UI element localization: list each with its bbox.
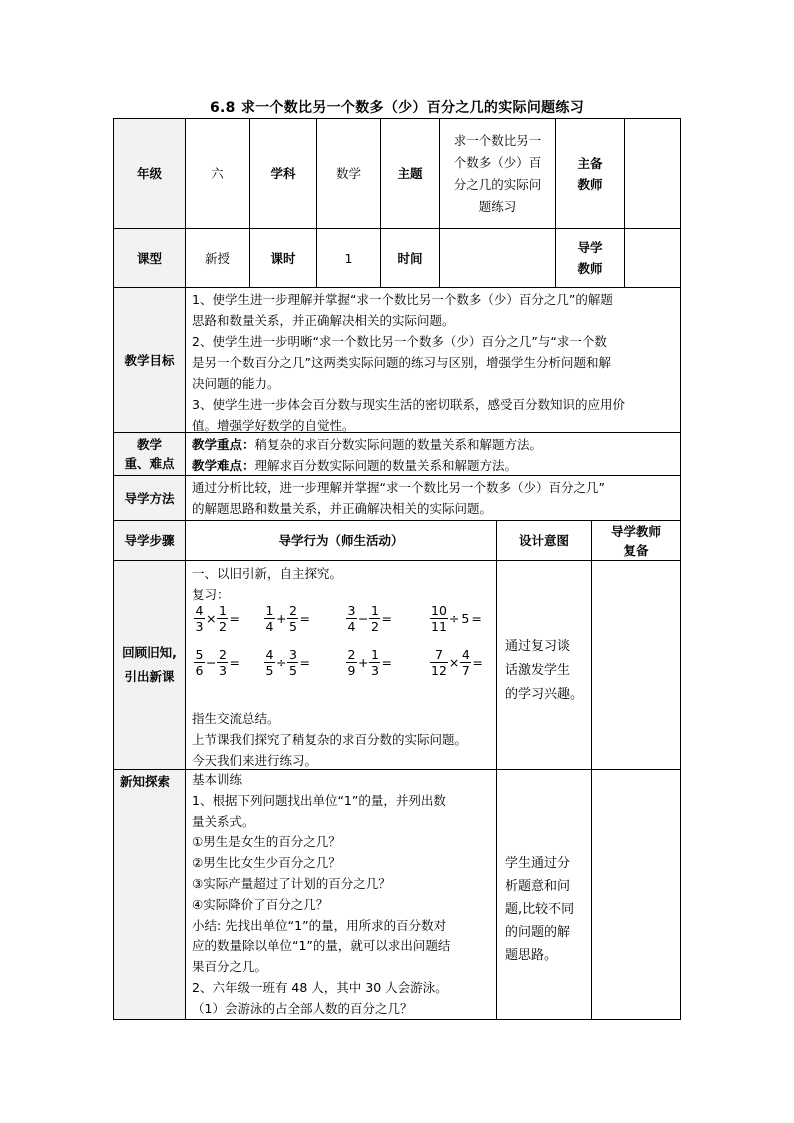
fraction-expression — [264, 603, 311, 634]
objectives-content — [185, 287, 681, 433]
fraction — [264, 647, 275, 678]
fraction-expression — [194, 647, 241, 678]
topic-line: 求一个数比另一 — [453, 132, 542, 148]
operator: − — [206, 655, 217, 670]
review-label-line: 回顾旧知, — [122, 645, 177, 660]
fraction — [287, 603, 298, 634]
lead-teacher-line: 主备 — [577, 155, 603, 171]
explore-teacher-notes — [591, 769, 681, 1020]
equals-sign: = — [229, 655, 240, 670]
numerator: 3 — [347, 603, 356, 618]
objective-line: 2、使学生进一步明晰“求一个数比另一个数多（少）百分之几”与“求一个数 — [192, 334, 607, 349]
equals-sign: = — [471, 611, 482, 626]
review-label-text: 复习： — [192, 587, 230, 602]
teaching-focus-label: 教学重点： — [192, 437, 255, 452]
time-label: 时间 — [380, 228, 440, 288]
explore-line: ②男生比女生少百分之几？ — [192, 855, 341, 871]
numerator: 1 — [371, 603, 379, 618]
review-after-line: 指生交流总结。 — [192, 711, 280, 726]
teacher-prep-header — [591, 520, 681, 561]
topic-line: 个数多（少）百 — [453, 154, 542, 170]
fraction — [346, 603, 357, 634]
objective-line: 3、使学生进一步体会百分数与现实生活的密切联系，感受百分数知识的应用价 — [192, 397, 625, 412]
operator: × — [448, 655, 460, 670]
fraction — [430, 603, 448, 634]
explore-line: ①男生是女生的百分之几？ — [192, 834, 341, 850]
review-intent-line: 的学习兴趣。 — [505, 687, 584, 702]
explore-line: 2、六年级一班有 48 人，其中 30 人会游泳。 — [192, 979, 448, 995]
fraction-expression — [430, 647, 484, 678]
teaching-focus — [192, 434, 542, 455]
teaching-difficulty-label: 教学难点： — [192, 458, 255, 473]
explore-line: ④实际降价了百分之几？ — [192, 896, 329, 912]
equals-sign: = — [299, 655, 310, 670]
method-line: 通过分析比较，进一步理解并掌握“求一个数比另一个数多（少）百分之几” — [192, 480, 605, 495]
period-value: 1 — [316, 228, 381, 288]
equals-sign: = — [381, 655, 392, 670]
method-label: 导学方法 — [113, 475, 186, 521]
numerator: 7 — [434, 647, 443, 662]
numerator: 4 — [265, 647, 274, 662]
fraction — [460, 647, 471, 678]
review-intro: 一、以旧引新，自主探究。 — [192, 566, 343, 581]
denominator: 9 — [347, 663, 356, 678]
fraction-expression — [430, 603, 483, 634]
guide-teacher-line: 导学 — [577, 240, 603, 255]
objective-line: 值。增强学好数学的自觉性。 — [192, 418, 355, 433]
explore-line: 应的数量除以单位“1”的量，就可以求出问题结 — [192, 938, 451, 954]
review-content — [185, 560, 497, 770]
fraction-expression — [346, 647, 393, 678]
fraction-expression — [194, 603, 241, 634]
guide-teacher-value — [624, 228, 681, 288]
explore-label: 新知探索 — [120, 774, 171, 789]
denominator: 3 — [371, 663, 379, 678]
lead-teacher-label — [555, 118, 625, 229]
steps-header: 导学步骤 — [113, 520, 186, 561]
denominator: 11 — [431, 619, 447, 634]
fraction — [346, 647, 357, 678]
period-label: 课时 — [249, 228, 317, 288]
review-teacher-notes — [591, 560, 681, 770]
explore-intent — [496, 769, 592, 1020]
fraction-expression — [346, 603, 393, 634]
denominator: 6 — [195, 663, 204, 678]
key-points-label — [113, 432, 186, 476]
topic-line: 分之几的实际问 — [453, 176, 542, 192]
method-content — [185, 475, 681, 521]
denominator: 5 — [289, 619, 297, 634]
equals-sign: = — [381, 611, 392, 626]
denominator: 4 — [347, 619, 356, 634]
review-intent — [496, 560, 592, 770]
operator: ÷ — [276, 655, 287, 670]
subject-value: 数学 — [316, 118, 381, 229]
operator: + — [358, 655, 369, 670]
explore-intent-line: 的问题的解 — [505, 925, 571, 940]
lead-teacher-value — [624, 118, 681, 229]
numerator: 1 — [265, 603, 274, 618]
explore-intent-line: 题,比较不同 — [505, 902, 575, 917]
operator: ÷ — [448, 611, 460, 626]
denominator: 3 — [219, 663, 227, 678]
fraction — [194, 647, 205, 678]
numerator: 4 — [195, 603, 204, 618]
review-intent-line: 话激发学生 — [505, 663, 571, 678]
denominator: 4 — [265, 619, 274, 634]
fraction — [430, 647, 448, 678]
operator: − — [358, 611, 369, 626]
objective-line: 是另一个数百分之几”这两类实际问题的练习与区别，增强学生分析问题和解 — [192, 355, 611, 370]
fraction — [194, 603, 205, 634]
actions-header: 导学行为（师生活动） — [185, 520, 497, 561]
key-points-content — [185, 432, 681, 476]
subject-label: 学科 — [249, 118, 317, 229]
numerator: 2 — [219, 647, 227, 662]
grade-label: 年级 — [113, 118, 186, 229]
fraction — [287, 647, 298, 678]
review-label-line: 引出新课 — [124, 669, 175, 684]
explore-label-cell — [113, 769, 186, 1020]
explore-intent-line: 析题意和问 — [505, 879, 571, 894]
document-title: 6.8 求一个数比另一个数多（少）百分之几的实际问题练习 — [209, 100, 585, 116]
numerator: 3 — [289, 647, 297, 662]
type-value: 新授 — [185, 228, 250, 288]
time-value — [439, 228, 556, 288]
denominator: 5 — [289, 663, 297, 678]
explore-line: ③实际产量超过了计划的百分之几？ — [192, 875, 391, 891]
objective-line: 决问题的能力。 — [192, 376, 280, 391]
fraction — [217, 603, 228, 634]
numerator: 4 — [461, 647, 470, 662]
explore-line: 1、根据下列问题找出单位“1”的量，并列出数 — [192, 792, 446, 808]
equals-sign: = — [299, 611, 310, 626]
fraction — [369, 603, 380, 634]
whole-number: 5 — [461, 611, 470, 626]
denominator: 2 — [371, 619, 379, 634]
equals-sign: = — [472, 655, 483, 670]
objective-line: 思路和数量关系，并正确解决相关的实际问题。 — [192, 313, 455, 328]
lead-teacher-line: 教师 — [577, 176, 603, 192]
fraction — [217, 647, 228, 678]
explore-intent-line: 题思路。 — [505, 948, 558, 963]
teaching-difficulty-text: 理解求百分数实际问题的数量关系和解题方法。 — [254, 458, 518, 473]
guide-teacher-line: 教师 — [577, 261, 603, 276]
denominator: 3 — [195, 619, 204, 634]
fraction-expression — [264, 647, 311, 678]
numerator: 1 — [219, 603, 227, 618]
explore-line: 量关系式。 — [192, 813, 255, 829]
numerator: 2 — [289, 603, 297, 618]
key-points-label-line: 教学 — [136, 437, 162, 452]
fraction — [369, 647, 380, 678]
explore-line: 基本训练 — [192, 772, 243, 787]
denominator: 5 — [265, 663, 274, 678]
numerator: 2 — [347, 647, 356, 662]
method-line: 的解题思路和数量关系，并正确解决相关的实际问题。 — [192, 501, 493, 516]
explore-intent-line: 学生通过分 — [505, 856, 571, 871]
explore-line: 果百分之几。 — [192, 959, 268, 975]
denominator: 12 — [431, 663, 447, 678]
grade-value: 六 — [185, 118, 250, 229]
fraction — [264, 603, 275, 634]
numerator: 5 — [195, 647, 204, 662]
type-label: 课型 — [113, 228, 186, 288]
teacher-prep-line: 复备 — [623, 542, 649, 558]
intent-header: 设计意图 — [496, 520, 592, 561]
topic-value — [439, 118, 556, 229]
key-points-label-line: 重、难点 — [124, 456, 175, 471]
explore-content — [185, 769, 497, 1020]
explore-line: （1）会游泳的占全部人数的百分之几？ — [192, 1000, 413, 1016]
objectives-label: 教学目标 — [113, 287, 186, 433]
topic-line: 题练习 — [478, 198, 517, 214]
review-intent-line: 通过复习谈 — [505, 639, 571, 654]
guide-teacher-label — [555, 228, 625, 288]
review-after-line: 今天我们来进行练习。 — [192, 753, 318, 768]
review-label — [113, 560, 186, 770]
operator: × — [206, 611, 217, 626]
topic-label: 主题 — [380, 118, 440, 229]
denominator: 2 — [219, 619, 227, 634]
teaching-focus-text: 稍复杂的求百分数实际问题的数量关系和解题方法。 — [254, 437, 543, 452]
numerator: 10 — [431, 603, 447, 618]
denominator: 7 — [461, 663, 470, 678]
objective-line: 1、使学生进一步理解并掌握“求一个数比另一个数多（少）百分之几”的解题 — [192, 292, 613, 307]
review-after-line: 上节课我们探究了稍复杂的求百分数的实际问题。 — [192, 732, 468, 747]
operator: + — [276, 611, 287, 626]
teacher-prep-line: 导学教师 — [610, 523, 661, 539]
teaching-difficulty — [192, 455, 542, 476]
explore-line: 小结: 先找出单位“1”的量，用所求的百分数对 — [192, 917, 447, 933]
numerator: 1 — [371, 647, 379, 662]
equals-sign: = — [229, 611, 240, 626]
